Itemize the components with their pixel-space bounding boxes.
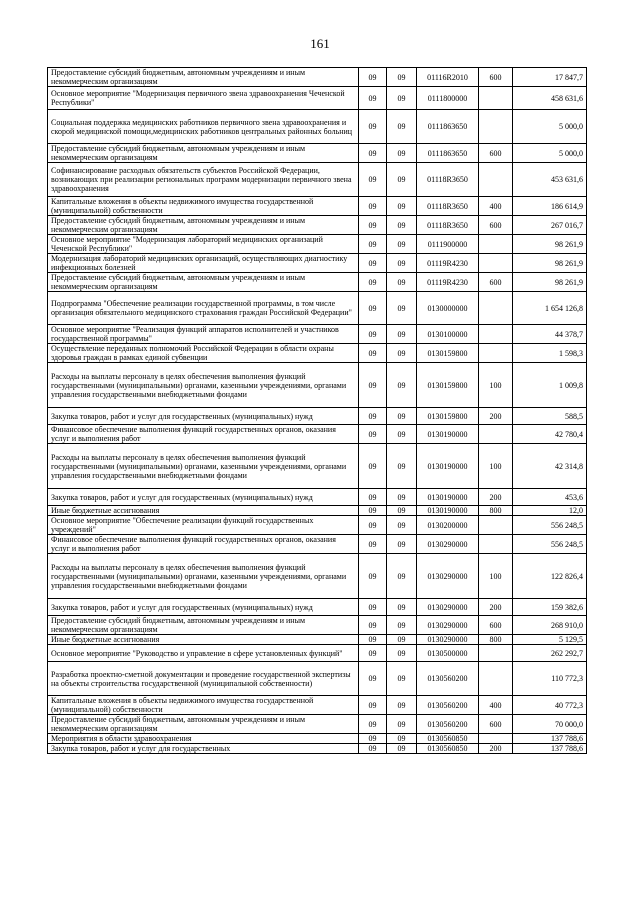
cell-target-article: 0130190000 bbox=[417, 506, 479, 516]
cell-expense-type bbox=[479, 163, 513, 197]
cell-target-article: 0130290000 bbox=[417, 616, 479, 635]
cell-section: 09 bbox=[359, 325, 387, 344]
cell-section: 09 bbox=[359, 662, 387, 696]
table-row bbox=[48, 715, 587, 734]
cell-amount: 98 261,9 bbox=[513, 273, 587, 292]
cell-target-article: 0130560200 bbox=[417, 715, 479, 734]
cell-expense-type bbox=[479, 516, 513, 535]
table-row bbox=[48, 216, 587, 235]
cell-amount: 556 248,5 bbox=[513, 516, 587, 535]
cell-section: 09 bbox=[359, 616, 387, 635]
cell-name: Предоставление субсидий бюджетным, автономным учреждениям и иным некоммерческим организациям bbox=[48, 216, 359, 235]
cell-target-article: 0130200000 bbox=[417, 516, 479, 535]
cell-amount: 122 826,4 bbox=[513, 554, 587, 599]
cell-name: Софинансирование расходных обязательств субъектов Российской Федерации, возникающих при реализации региональных программ модернизации первичного звена здравоохранения bbox=[48, 163, 359, 197]
cell-subsection: 09 bbox=[387, 734, 417, 744]
table-row bbox=[48, 635, 587, 645]
cell-section: 09 bbox=[359, 292, 387, 325]
table-row bbox=[48, 645, 587, 662]
table-row bbox=[48, 235, 587, 254]
cell-name: Закупка товаров, работ и услуг для государственных (муниципальных) нужд bbox=[48, 599, 359, 616]
table-row bbox=[48, 535, 587, 554]
cell-expense-type: 200 bbox=[479, 599, 513, 616]
cell-name: Капитальные вложения в объекты недвижимого имущества государственной (муниципальной) собственности bbox=[48, 696, 359, 715]
cell-name: Разработка проектно-сметной документации и проведение государственной экспертизы на объекты строительства государственной (муниципальной собственности) bbox=[48, 662, 359, 696]
cell-section: 09 bbox=[359, 715, 387, 734]
cell-amount: 262 292,7 bbox=[513, 645, 587, 662]
table-row bbox=[48, 87, 587, 110]
cell-name: Основное мероприятие "Руководство и управление в сфере установленных функций" bbox=[48, 645, 359, 662]
cell-section: 09 bbox=[359, 744, 387, 754]
cell-expense-type bbox=[479, 734, 513, 744]
cell-name: Закупка товаров, работ и услуг для государственных (муниципальных) нужд bbox=[48, 489, 359, 506]
cell-amount: 137 788,6 bbox=[513, 744, 587, 754]
cell-subsection: 09 bbox=[387, 696, 417, 715]
cell-amount: 588,5 bbox=[513, 408, 587, 425]
table-row bbox=[48, 292, 587, 325]
cell-subsection: 09 bbox=[387, 635, 417, 645]
table-row bbox=[48, 662, 587, 696]
cell-expense-type bbox=[479, 425, 513, 444]
table-row bbox=[48, 744, 587, 754]
cell-subsection: 09 bbox=[387, 489, 417, 506]
cell-subsection: 09 bbox=[387, 325, 417, 344]
cell-subsection: 09 bbox=[387, 216, 417, 235]
cell-amount: 1 598,3 bbox=[513, 344, 587, 363]
cell-subsection: 09 bbox=[387, 425, 417, 444]
cell-expense-type: 100 bbox=[479, 444, 513, 489]
cell-subsection: 09 bbox=[387, 662, 417, 696]
cell-section: 09 bbox=[359, 444, 387, 489]
cell-name: Иные бюджетные ассигнования bbox=[48, 635, 359, 645]
cell-name: Осуществление переданных полномочий Российской Федерации в области охраны здоровья граждан в рамках единой субвенции bbox=[48, 344, 359, 363]
cell-name: Основное мероприятие "Обеспечение реализации функций государственных учреждений" bbox=[48, 516, 359, 535]
cell-target-article: 0111800000 bbox=[417, 87, 479, 110]
cell-amount: 40 772,3 bbox=[513, 696, 587, 715]
cell-amount: 453,6 bbox=[513, 489, 587, 506]
cell-amount: 159 382,6 bbox=[513, 599, 587, 616]
cell-target-article: 0130000000 bbox=[417, 292, 479, 325]
table-row bbox=[48, 444, 587, 489]
cell-target-article: 0111900000 bbox=[417, 235, 479, 254]
cell-expense-type: 200 bbox=[479, 744, 513, 754]
cell-subsection: 09 bbox=[387, 599, 417, 616]
table-row bbox=[48, 408, 587, 425]
cell-amount: 42 314,8 bbox=[513, 444, 587, 489]
table-row bbox=[48, 144, 587, 163]
table-row bbox=[48, 506, 587, 516]
table-row bbox=[48, 110, 587, 144]
cell-expense-type: 600 bbox=[479, 273, 513, 292]
cell-amount: 453 631,6 bbox=[513, 163, 587, 197]
cell-name: Расходы на выплаты персоналу в целях обеспечения выполнения функций государственными (муниципальными) органами, казенными учреждениями, органами управления государственными внебюджетными фондами bbox=[48, 363, 359, 408]
cell-amount: 98 261,9 bbox=[513, 235, 587, 254]
table-row bbox=[48, 197, 587, 216]
cell-section: 09 bbox=[359, 235, 387, 254]
cell-subsection: 09 bbox=[387, 444, 417, 489]
cell-target-article: 0130190000 bbox=[417, 489, 479, 506]
cell-target-article: 0130290000 bbox=[417, 535, 479, 554]
cell-subsection: 09 bbox=[387, 506, 417, 516]
cell-subsection: 09 bbox=[387, 516, 417, 535]
cell-target-article: 0130159800 bbox=[417, 344, 479, 363]
cell-expense-type bbox=[479, 110, 513, 144]
cell-subsection: 09 bbox=[387, 715, 417, 734]
cell-subsection: 09 bbox=[387, 254, 417, 273]
cell-target-article: 0130560200 bbox=[417, 696, 479, 715]
cell-expense-type bbox=[479, 254, 513, 273]
cell-name: Основное мероприятие "Модернизация первичного звена здравоохранения Чеченской Республики" bbox=[48, 87, 359, 110]
cell-amount: 1 654 126,8 bbox=[513, 292, 587, 325]
cell-name: Основное мероприятие "Модернизация лабораторий медицинских организаций Чеченской Республики" bbox=[48, 235, 359, 254]
cell-target-article: 0130190000 bbox=[417, 425, 479, 444]
table-row bbox=[48, 554, 587, 599]
cell-section: 09 bbox=[359, 68, 387, 87]
cell-section: 09 bbox=[359, 163, 387, 197]
cell-section: 09 bbox=[359, 635, 387, 645]
cell-subsection: 09 bbox=[387, 163, 417, 197]
cell-section: 09 bbox=[359, 273, 387, 292]
table-row bbox=[48, 516, 587, 535]
cell-expense-type bbox=[479, 645, 513, 662]
table-row bbox=[48, 616, 587, 635]
table-row bbox=[48, 273, 587, 292]
cell-section: 09 bbox=[359, 344, 387, 363]
cell-amount: 110 772,3 bbox=[513, 662, 587, 696]
cell-name: Расходы на выплаты персоналу в целях обеспечения выполнения функций государственными (муниципальными) органами, казенными учреждениями, органами управления государственными внебюджетными фондами bbox=[48, 444, 359, 489]
cell-amount: 70 000,0 bbox=[513, 715, 587, 734]
cell-name: Подпрограмма "Обеспечение реализации государственной программы, в том числе организация обязательного медицинского страхования граждан Российской Федерации" bbox=[48, 292, 359, 325]
cell-expense-type: 600 bbox=[479, 68, 513, 87]
cell-name: Расходы на выплаты персоналу в целях обеспечения выполнения функций государственными (муниципальными) органами, казенными учреждениями, органами управления государственными внебюджетными фондами bbox=[48, 554, 359, 599]
cell-section: 09 bbox=[359, 110, 387, 144]
cell-amount: 5 129,5 bbox=[513, 635, 587, 645]
cell-expense-type bbox=[479, 235, 513, 254]
cell-target-article: 0130500000 bbox=[417, 645, 479, 662]
cell-subsection: 09 bbox=[387, 744, 417, 754]
cell-target-article: 01118R3650 bbox=[417, 197, 479, 216]
cell-name: Модернизация лабораторий медицинских организаций, осуществляющих диагностику инфекционных болезней bbox=[48, 254, 359, 273]
cell-expense-type: 600 bbox=[479, 216, 513, 235]
cell-target-article: 0130290000 bbox=[417, 635, 479, 645]
table-row bbox=[48, 425, 587, 444]
table-row bbox=[48, 68, 587, 87]
table-row bbox=[48, 363, 587, 408]
cell-name: Социальная поддержка медицинских работников первичного звена здравоохранения и скорой медицинской помощи,медицинских работников центральных районных больниц bbox=[48, 110, 359, 144]
cell-section: 09 bbox=[359, 535, 387, 554]
cell-section: 09 bbox=[359, 516, 387, 535]
cell-subsection: 09 bbox=[387, 535, 417, 554]
cell-expense-type: 800 bbox=[479, 635, 513, 645]
cell-amount: 44 378,7 bbox=[513, 325, 587, 344]
cell-target-article: 0130190000 bbox=[417, 444, 479, 489]
cell-amount: 556 248,5 bbox=[513, 535, 587, 554]
cell-name: Финансовое обеспечение выполнения функций государственных органов, оказания услуг и выполнения работ bbox=[48, 425, 359, 444]
cell-expense-type: 100 bbox=[479, 554, 513, 599]
cell-section: 09 bbox=[359, 425, 387, 444]
cell-target-article: 01119R4230 bbox=[417, 254, 479, 273]
cell-section: 09 bbox=[359, 734, 387, 744]
cell-section: 09 bbox=[359, 599, 387, 616]
cell-target-article: 0130560850 bbox=[417, 734, 479, 744]
cell-target-article: 01116R2010 bbox=[417, 68, 479, 87]
table-row bbox=[48, 696, 587, 715]
cell-subsection: 09 bbox=[387, 616, 417, 635]
cell-amount: 186 614,9 bbox=[513, 197, 587, 216]
cell-subsection: 09 bbox=[387, 68, 417, 87]
cell-expense-type: 200 bbox=[479, 408, 513, 425]
cell-section: 09 bbox=[359, 489, 387, 506]
cell-subsection: 09 bbox=[387, 363, 417, 408]
cell-expense-type: 600 bbox=[479, 715, 513, 734]
cell-target-article: 0111863650 bbox=[417, 144, 479, 163]
cell-expense-type bbox=[479, 87, 513, 110]
cell-amount: 267 016,7 bbox=[513, 216, 587, 235]
cell-name: Капитальные вложения в объекты недвижимого имущества государственной (муниципальной) собственности bbox=[48, 197, 359, 216]
cell-name: Закупка товаров, работ и услуг для государственных (муниципальных) нужд bbox=[48, 408, 359, 425]
cell-name: Финансовое обеспечение выполнения функций государственных органов, оказания услуг и выполнения работ bbox=[48, 535, 359, 554]
cell-target-article: 01119R4230 bbox=[417, 273, 479, 292]
cell-name: Предоставление субсидий бюджетным, автономным учреждениям и иным некоммерческим организациям bbox=[48, 273, 359, 292]
cell-target-article: 01118R3650 bbox=[417, 163, 479, 197]
cell-target-article: 0111863650 bbox=[417, 110, 479, 144]
table-row bbox=[48, 163, 587, 197]
cell-expense-type bbox=[479, 325, 513, 344]
cell-target-article: 0130290000 bbox=[417, 554, 479, 599]
cell-name: Предоставление субсидий бюджетным, автономным учреждениям и иным некоммерческим организациям bbox=[48, 144, 359, 163]
table-row bbox=[48, 489, 587, 506]
cell-target-article: 0130290000 bbox=[417, 599, 479, 616]
table-row bbox=[48, 254, 587, 273]
cell-expense-type: 100 bbox=[479, 363, 513, 408]
cell-section: 09 bbox=[359, 696, 387, 715]
cell-name: Основное мероприятие "Реализация функций аппаратов исполнителей и участников государственной программы" bbox=[48, 325, 359, 344]
cell-target-article: 0130159800 bbox=[417, 408, 479, 425]
cell-amount: 12,0 bbox=[513, 506, 587, 516]
cell-target-article: 0130100000 bbox=[417, 325, 479, 344]
cell-amount: 5 000,0 bbox=[513, 110, 587, 144]
cell-subsection: 09 bbox=[387, 87, 417, 110]
cell-target-article: 0130159800 bbox=[417, 363, 479, 408]
cell-expense-type: 800 bbox=[479, 506, 513, 516]
cell-amount: 137 788,6 bbox=[513, 734, 587, 744]
cell-section: 09 bbox=[359, 408, 387, 425]
cell-subsection: 09 bbox=[387, 344, 417, 363]
cell-section: 09 bbox=[359, 144, 387, 163]
table-row bbox=[48, 325, 587, 344]
cell-name: Предоставление субсидий бюджетным, автономным учреждениям и иным некоммерческим организациям bbox=[48, 616, 359, 635]
table-row bbox=[48, 599, 587, 616]
cell-subsection: 09 bbox=[387, 235, 417, 254]
cell-expense-type bbox=[479, 292, 513, 325]
cell-subsection: 09 bbox=[387, 273, 417, 292]
cell-subsection: 09 bbox=[387, 408, 417, 425]
cell-amount: 98 261,9 bbox=[513, 254, 587, 273]
cell-name: Мероприятия в области здравоохранения bbox=[48, 734, 359, 744]
budget-table bbox=[47, 67, 587, 754]
table-row bbox=[48, 344, 587, 363]
cell-amount: 458 631,6 bbox=[513, 87, 587, 110]
cell-expense-type: 600 bbox=[479, 144, 513, 163]
cell-section: 09 bbox=[359, 197, 387, 216]
cell-subsection: 09 bbox=[387, 197, 417, 216]
cell-subsection: 09 bbox=[387, 292, 417, 325]
cell-target-article: 01118R3650 bbox=[417, 216, 479, 235]
cell-amount: 1 009,8 bbox=[513, 363, 587, 408]
cell-subsection: 09 bbox=[387, 554, 417, 599]
table-row bbox=[48, 734, 587, 744]
cell-section: 09 bbox=[359, 216, 387, 235]
cell-amount: 5 000,0 bbox=[513, 144, 587, 163]
cell-name: Иные бюджетные ассигнования bbox=[48, 506, 359, 516]
cell-target-article: 0130560850 bbox=[417, 744, 479, 754]
cell-amount: 42 780,4 bbox=[513, 425, 587, 444]
cell-subsection: 09 bbox=[387, 110, 417, 144]
cell-subsection: 09 bbox=[387, 144, 417, 163]
cell-name: Предоставление субсидий бюджетным, автономным учреждениям и иным некоммерческим организациям bbox=[48, 68, 359, 87]
cell-expense-type: 400 bbox=[479, 197, 513, 216]
cell-expense-type: 400 bbox=[479, 696, 513, 715]
cell-section: 09 bbox=[359, 254, 387, 273]
cell-amount: 268 910,0 bbox=[513, 616, 587, 635]
cell-section: 09 bbox=[359, 645, 387, 662]
budget-table-body bbox=[48, 68, 587, 754]
cell-subsection: 09 bbox=[387, 645, 417, 662]
cell-expense-type bbox=[479, 662, 513, 696]
cell-name: Закупка товаров, работ и услуг для государственных bbox=[48, 744, 359, 754]
cell-expense-type: 600 bbox=[479, 616, 513, 635]
cell-expense-type bbox=[479, 344, 513, 363]
cell-section: 09 bbox=[359, 506, 387, 516]
page-number: 161 bbox=[310, 36, 330, 51]
cell-target-article: 0130560200 bbox=[417, 662, 479, 696]
cell-expense-type: 200 bbox=[479, 489, 513, 506]
cell-section: 09 bbox=[359, 363, 387, 408]
cell-name: Предоставление субсидий бюджетным, автономным учреждениям и иным некоммерческим организациям bbox=[48, 715, 359, 734]
cell-section: 09 bbox=[359, 554, 387, 599]
cell-section: 09 bbox=[359, 87, 387, 110]
cell-expense-type bbox=[479, 535, 513, 554]
cell-amount: 17 847,7 bbox=[513, 68, 587, 87]
